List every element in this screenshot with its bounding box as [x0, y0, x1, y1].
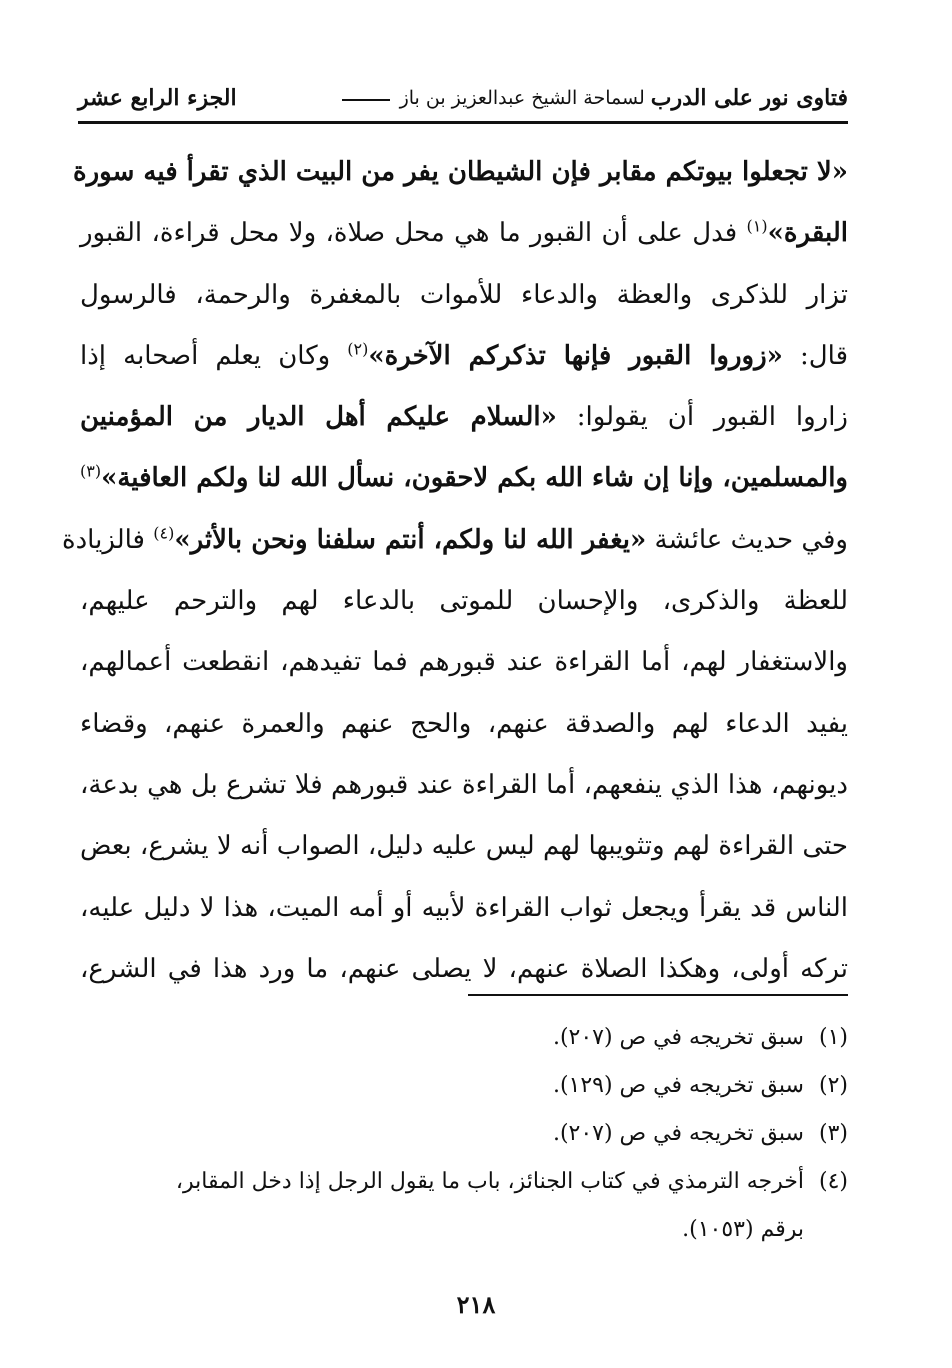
- text-segment: فدل على أن القبور ما هي محل صلاة، ولا محل قراءة، القبور: [80, 218, 747, 249]
- header-rule: [78, 121, 848, 124]
- text-segment: زاروا القبور أن يقولوا:: [556, 402, 848, 433]
- text-line: [61, 510, 848, 571]
- text-line: [80, 878, 848, 939]
- footnote-item: [80, 1110, 848, 1158]
- hadith-quote: «لا تجعلوا بيوتكم مقابر فإن الشيطان يفر من البيت الذي تقرأ فيه سورة: [72, 157, 848, 187]
- footnote-reference: (٤): [153, 523, 175, 543]
- footnote-number: (٤): [818, 1169, 848, 1194]
- text-line: [80, 755, 848, 816]
- footnote-text: سبق تخريجه في ص (٢٠٧).: [552, 1025, 804, 1050]
- text-segment: وكان يعلم أصحابه إذا: [80, 340, 348, 371]
- footnote-text: سبق تخريجه في ص (٢٠٧).: [552, 1121, 804, 1146]
- text-segment: فالزيادة: [61, 524, 154, 555]
- text-segment: حتى القراءة لهم وتثويبها لهم ليس عليه دليل، الصواب أنه لا يشرع، بعض: [80, 831, 848, 862]
- book-title: فتاوى نور على الدرب: [650, 85, 848, 111]
- footnote-item: [80, 1062, 848, 1110]
- text-line: [80, 694, 848, 755]
- main-text: [61, 142, 849, 1000]
- text-segment: للعظة والذكرى، والإحسان للموتى بالدعاء لهم والترحم عليهم،: [80, 586, 848, 617]
- text-segment: تركه أولى، وهكذا الصلاة عنهم، لا يصلى عنهم، ما ورد هذا في الشرع،: [80, 953, 848, 984]
- text-line: [80, 203, 848, 264]
- footnote-item: [80, 1158, 848, 1206]
- text-segment: تزار للذكرى والعظة والدعاء للأموات بالمغفرة والرحمة، فالرسول: [80, 279, 848, 310]
- text-segment: ديونهم، هذا الذي ينفعهم، أما القراءة عند قبورهم فلا تشرع بل هي بدعة،: [80, 769, 848, 800]
- text-line: [80, 939, 848, 1000]
- footnote-number: (١): [818, 1025, 848, 1050]
- text-line: [80, 571, 848, 632]
- footnote-text: أخرجه الترمذي في كتاب الجنائز، باب ما يقول الرجل إذا دخل المقابر،: [175, 1169, 804, 1194]
- text-line: [80, 326, 848, 387]
- text-segment: والاستغفار لهم، أما القراءة عند قبورهم فما تفيدهم، انقطعت أعمالهم،: [80, 647, 848, 678]
- text-line: [80, 816, 848, 877]
- text-segment: الناس قد يقرأ ويجعل ثواب القراءة لأبيه أو أمه الميت، هذا لا دليل عليه،: [80, 892, 848, 923]
- page-number: ٢١٨: [456, 1290, 496, 1319]
- hadith-quote: «السلام عليكم أهل الديار من المؤمنين: [80, 402, 557, 433]
- footnotes: [80, 1014, 848, 1254]
- footnote-text: سبق تخريجه في ص (١٢٩).: [552, 1073, 804, 1098]
- footnote-item: [80, 1014, 848, 1062]
- running-head: [78, 78, 848, 118]
- footnote-continuation: برقم (١٠٥٣).: [682, 1217, 804, 1242]
- header-dash: [342, 99, 390, 101]
- author-name: لسماحة الشيخ عبدالعزيز بن باز: [399, 87, 645, 109]
- footnote-reference: (١): [746, 216, 768, 236]
- running-head-title-group: [338, 85, 848, 111]
- text-segment: وفي حديث عائشة: [646, 524, 848, 555]
- footnote-reference: (٣): [80, 461, 102, 481]
- text-line: [80, 265, 848, 326]
- text-line: [72, 142, 848, 203]
- volume-label: الجزء الرابع عشر: [78, 85, 237, 111]
- hadith-quote: «زوروا القبور فإنها تذكركم الآخرة»: [368, 340, 783, 371]
- footnote-number: (٢): [818, 1073, 848, 1098]
- footnote-reference: (٢): [347, 339, 369, 359]
- hadith-quote: البقرة»: [767, 218, 848, 249]
- text-line: [80, 448, 848, 509]
- footnote-separator: [468, 994, 848, 996]
- footnote-number: (٣): [818, 1121, 848, 1146]
- text-line: [80, 387, 848, 448]
- hadith-quote: «يغفر الله لنا ولكم، أنتم سلفنا ونحن بالأثر»: [174, 524, 647, 555]
- text-segment: قال:: [782, 340, 849, 371]
- hadith-quote: والمسلمين، وإنا إن شاء الله بكم لاحقون، نسأل الله لنا ولكم العافية»: [101, 463, 848, 494]
- text-segment: يفيد الدعاء لهم والصدقة عنهم، والحج عنهم والعمرة عنهم، وقضاء: [80, 708, 848, 739]
- text-line: [80, 632, 848, 693]
